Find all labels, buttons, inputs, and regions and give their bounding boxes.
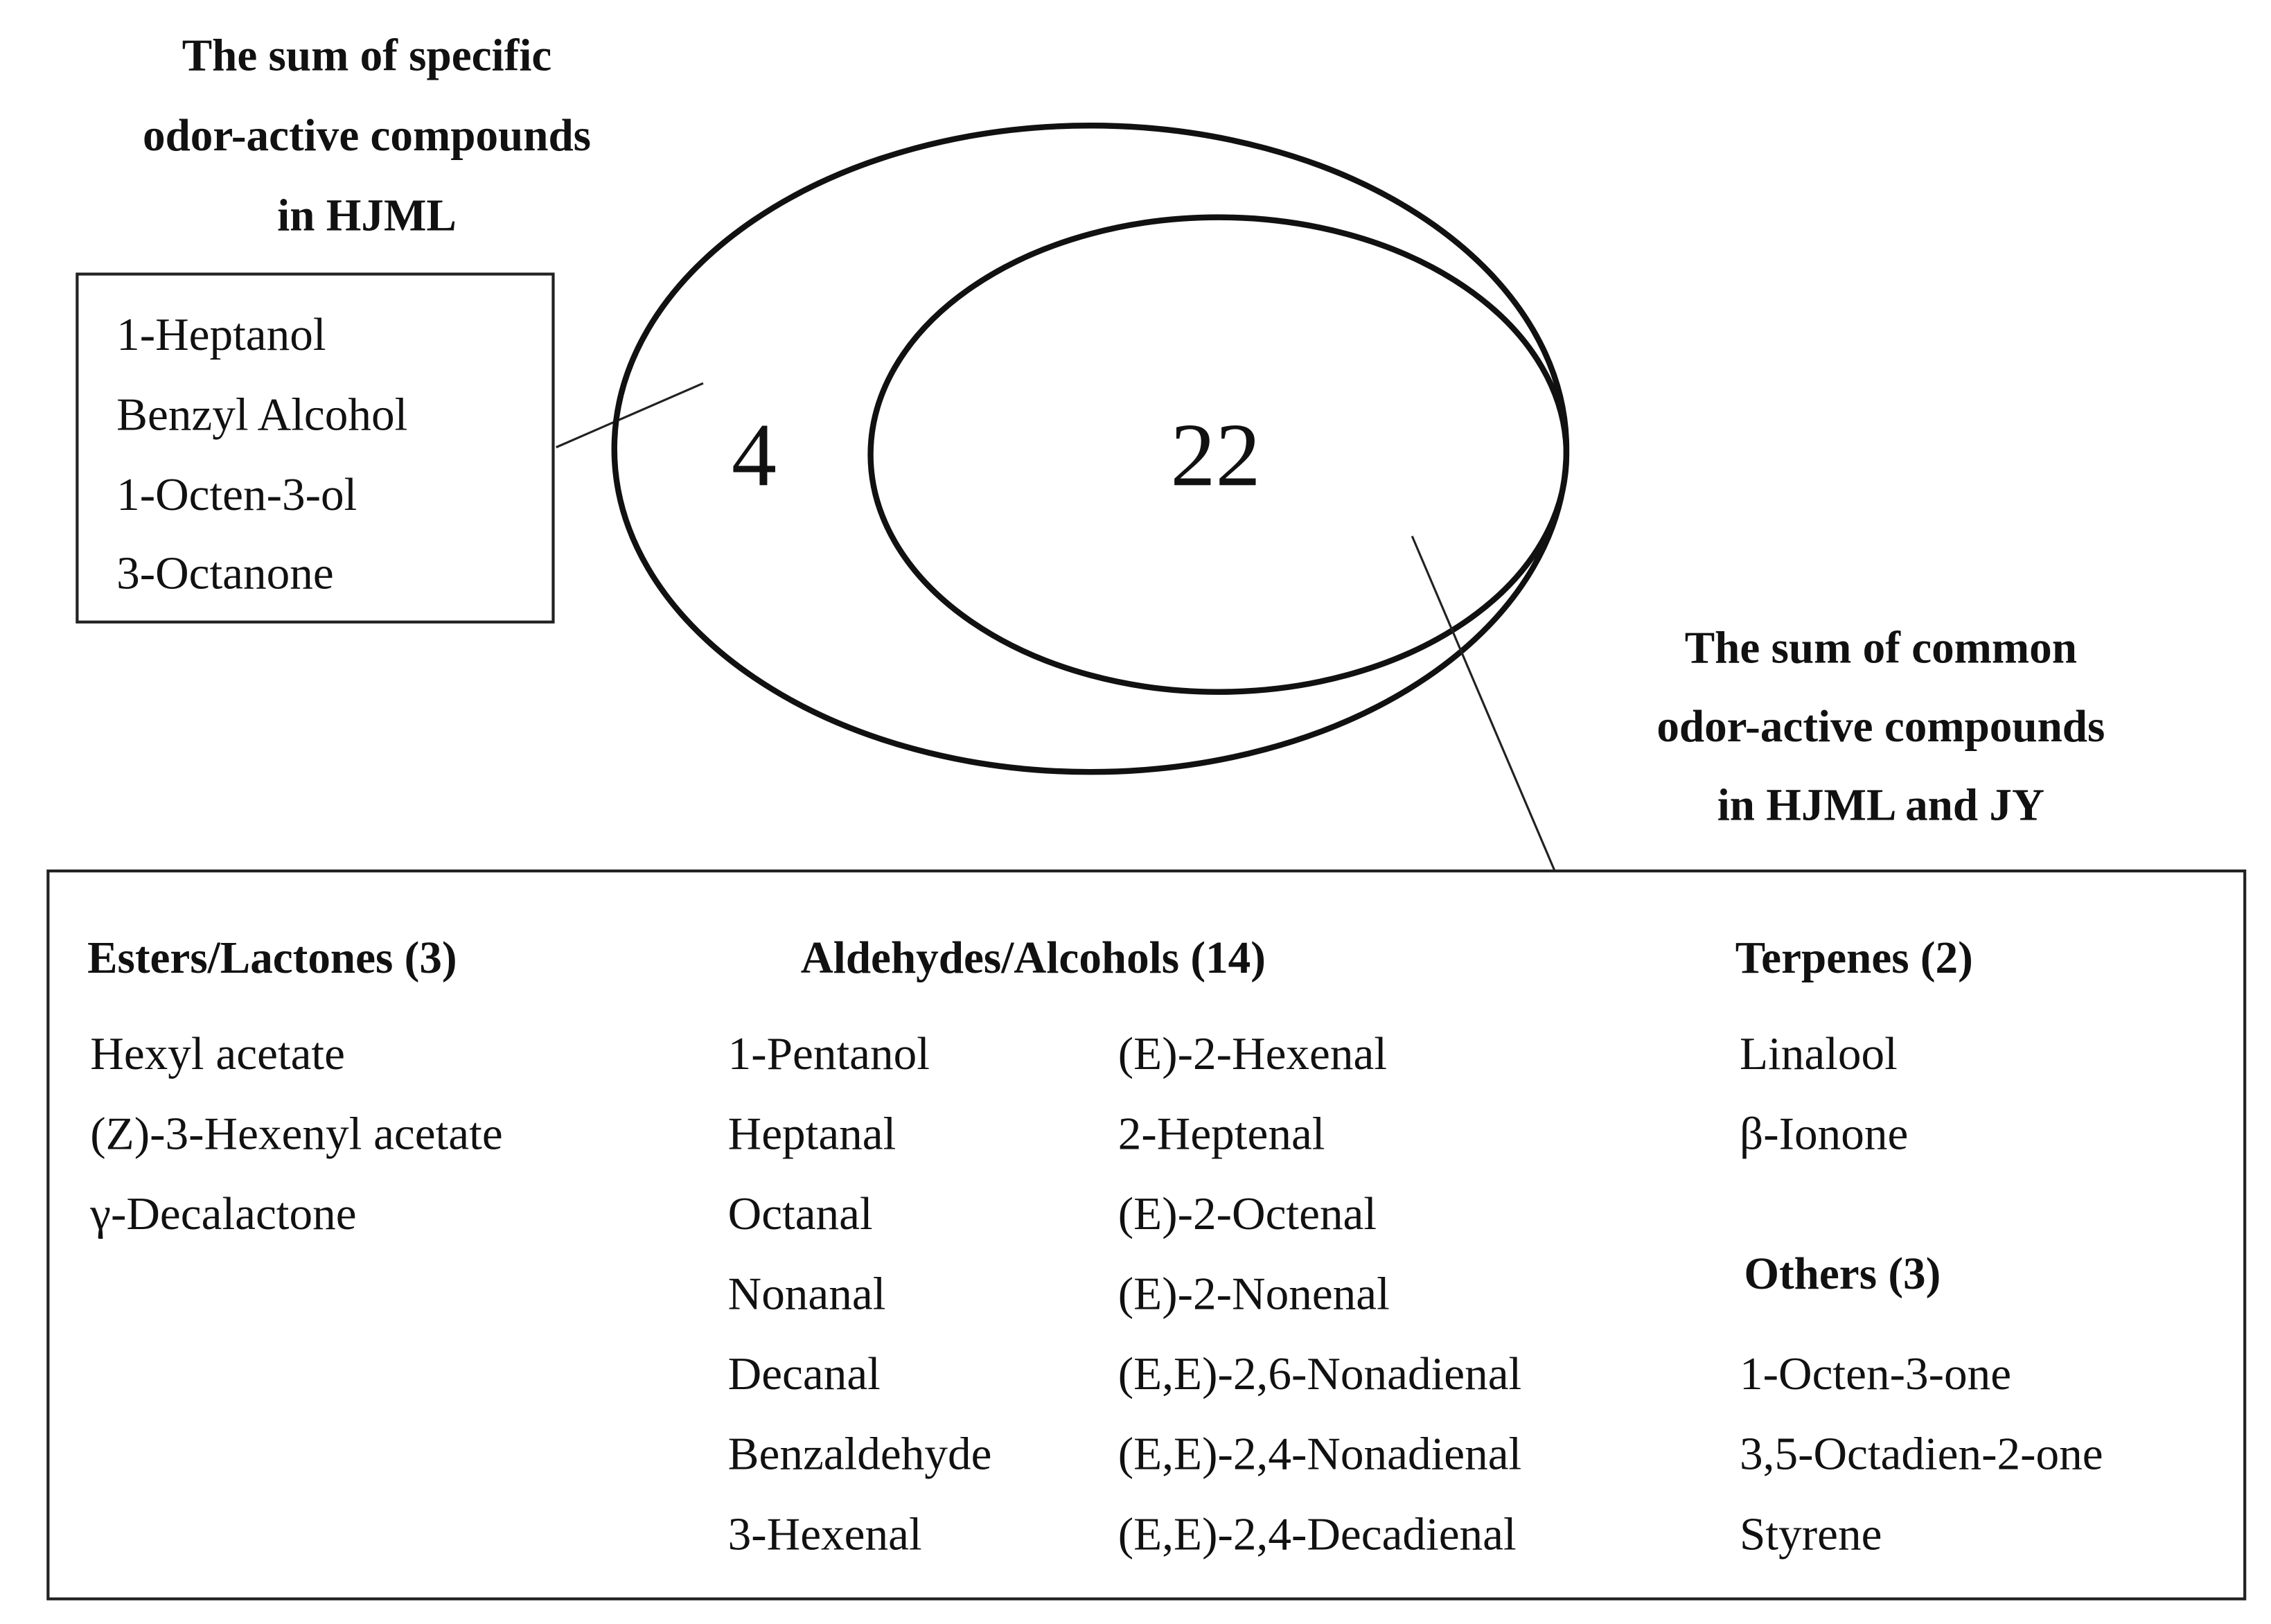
list-item: (Z)-3-Hexenyl acetate — [90, 1107, 503, 1160]
list-item: (E,E)-2,4-Nonadienal — [1117, 1427, 1522, 1480]
list-item: (E)-2-Octenal — [1117, 1188, 1377, 1240]
aldehydes-group — [728, 933, 1522, 1560]
specific-title-line: The sum of specific — [182, 30, 552, 81]
list-item: 2-Heptenal — [1117, 1107, 1325, 1160]
specific-count: 4 — [731, 405, 777, 506]
group-header: Esters/Lactones (3) — [87, 933, 457, 984]
list-item: 3,5-Octadien-2-one — [1740, 1427, 2103, 1480]
list-item: Octanal — [727, 1188, 873, 1240]
connector-line-specific — [556, 383, 703, 447]
common-title-line: odor-active compounds — [1656, 702, 2105, 752]
group-header: Terpenes (2) — [1735, 933, 1973, 984]
others-group — [1740, 1249, 2103, 1560]
group-header: Aldehydes/Alcohols (14) — [800, 933, 1266, 984]
specific-title-line: in HJML — [277, 191, 457, 241]
list-item: 1-Pentanol — [727, 1027, 930, 1079]
specific-title — [143, 30, 591, 240]
list-item: (E,E)-2,6-Nonadienal — [1117, 1348, 1522, 1400]
list-item: 1-Heptanol — [116, 308, 326, 360]
list-item: 1-Octen-3-one — [1740, 1348, 2012, 1400]
list-item: Benzaldehyde — [727, 1427, 992, 1480]
specific-compounds-list — [116, 308, 407, 599]
esters-group — [87, 933, 503, 1239]
list-item: Decanal — [727, 1348, 881, 1400]
specific-title-line: odor-active compounds — [143, 110, 592, 161]
list-item: (E)-2-Hexenal — [1117, 1027, 1388, 1079]
list-item: γ-Decalactone — [90, 1188, 357, 1240]
group-header: Others (3) — [1744, 1249, 1941, 1300]
list-item: 3-Hexenal — [727, 1508, 922, 1560]
list-item: Hexyl acetate — [90, 1027, 345, 1079]
connector-line-common — [1412, 536, 1555, 871]
list-item: 3-Octanone — [116, 547, 334, 599]
common-title — [1656, 624, 2105, 831]
list-item: Benzyl Alcohol — [116, 388, 408, 441]
list-item: Styrene — [1740, 1508, 1882, 1560]
list-item: (E)-2-Nonenal — [1117, 1267, 1390, 1320]
common-title-line: in HJML and JY — [1717, 780, 2045, 831]
list-item: β-Ionone — [1740, 1107, 1909, 1160]
list-item: Nonanal — [727, 1267, 886, 1320]
list-item: (E,E)-2,4-Decadienal — [1117, 1508, 1517, 1560]
list-item: 1-Octen-3-ol — [116, 468, 357, 520]
list-item: Heptanal — [727, 1107, 896, 1160]
common-count: 22 — [1170, 405, 1261, 506]
common-title-line: The sum of common — [1684, 623, 2077, 673]
list-item: Linalool — [1740, 1027, 1898, 1079]
terpenes-group — [1735, 933, 1973, 1159]
